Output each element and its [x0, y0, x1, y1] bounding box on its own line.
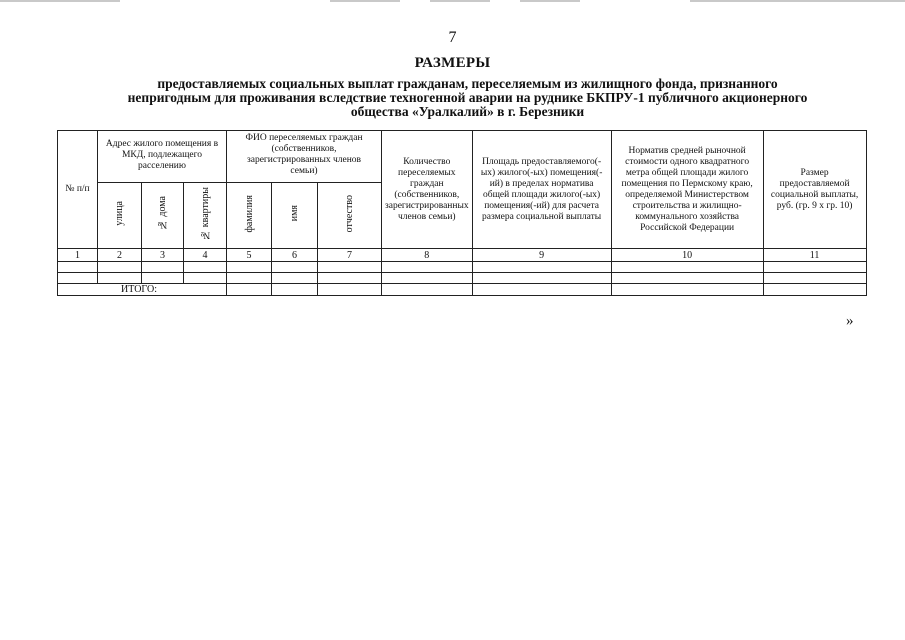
subtitle-line: предоставляемых социальных выплат гражданам, переселяемым из жилищного фонда, признанного	[157, 76, 778, 91]
subtitle-line: общества «Уралкалий» в г. Березники	[350, 104, 585, 119]
column-number-row	[58, 249, 867, 262]
header-area: Площадь предоставляемого(-ых) жилого(-ых) помещения(-ий) в пределах норматива общей площади жилого(-ых) помещения(-ий) для расчета размера социальной выплаты	[472, 131, 611, 249]
subheader-surname: фамилия	[227, 183, 272, 249]
column-number: 10	[611, 249, 763, 262]
column-number: 4	[184, 249, 227, 262]
column-number: 11	[763, 249, 866, 262]
subheader-patronymic: отчество	[318, 183, 382, 249]
scan-edge-mark	[330, 0, 400, 2]
subheader-house: № дома	[142, 183, 184, 249]
header-payment-size: Размер предоставляемой социальной выплаты, руб. (гр. 9 х гр. 10)	[763, 131, 866, 249]
total-label: ИТОГО:	[58, 284, 227, 296]
column-number: 1	[58, 249, 98, 262]
column-number: 6	[272, 249, 318, 262]
header-norm: Норматив средней рыночной стоимости одного квадратного метра общей площади жилого помещения по Пермскому краю, определяемой Министерством строительства и жилищно-коммунального хозяйства Российской Федерации	[611, 131, 763, 249]
total-row	[58, 284, 867, 296]
document-title: РАЗМЕРЫ	[414, 55, 491, 71]
subheader-apartment: № квартиры	[184, 183, 227, 249]
closing-quote: »	[846, 313, 854, 329]
payments-table	[57, 130, 867, 296]
column-number: 8	[382, 249, 473, 262]
subheader-name: имя	[272, 183, 318, 249]
table-row	[58, 262, 867, 273]
header-count: Количество переселяемых граждан (собственников, зарегистрированных членов семьи)	[382, 131, 473, 249]
document-subtitle	[60, 77, 875, 119]
table-row	[58, 273, 867, 284]
scan-edge-mark	[0, 0, 120, 2]
scan-edge-mark	[430, 0, 490, 2]
scan-edge-mark	[690, 0, 905, 2]
header-fio: ФИО переселяемых граждан (собственников, зарегистрированных членов семьи)	[227, 131, 382, 183]
subtitle-line: непригодным для проживания вследствие техногенной аварии на руднике БКПРУ-1 публичного акционерного	[127, 90, 808, 105]
header-address: Адрес жилого помещения в МКД, подлежащего расселению	[98, 131, 227, 183]
column-number: 7	[318, 249, 382, 262]
column-number: 5	[227, 249, 272, 262]
scan-edge-mark	[520, 0, 580, 2]
column-number: 2	[98, 249, 142, 262]
page-number: 7	[448, 29, 457, 46]
subheader-street: улица	[98, 183, 142, 249]
column-number: 9	[472, 249, 611, 262]
column-number: 3	[142, 249, 184, 262]
header-number: № п/п	[58, 131, 98, 249]
